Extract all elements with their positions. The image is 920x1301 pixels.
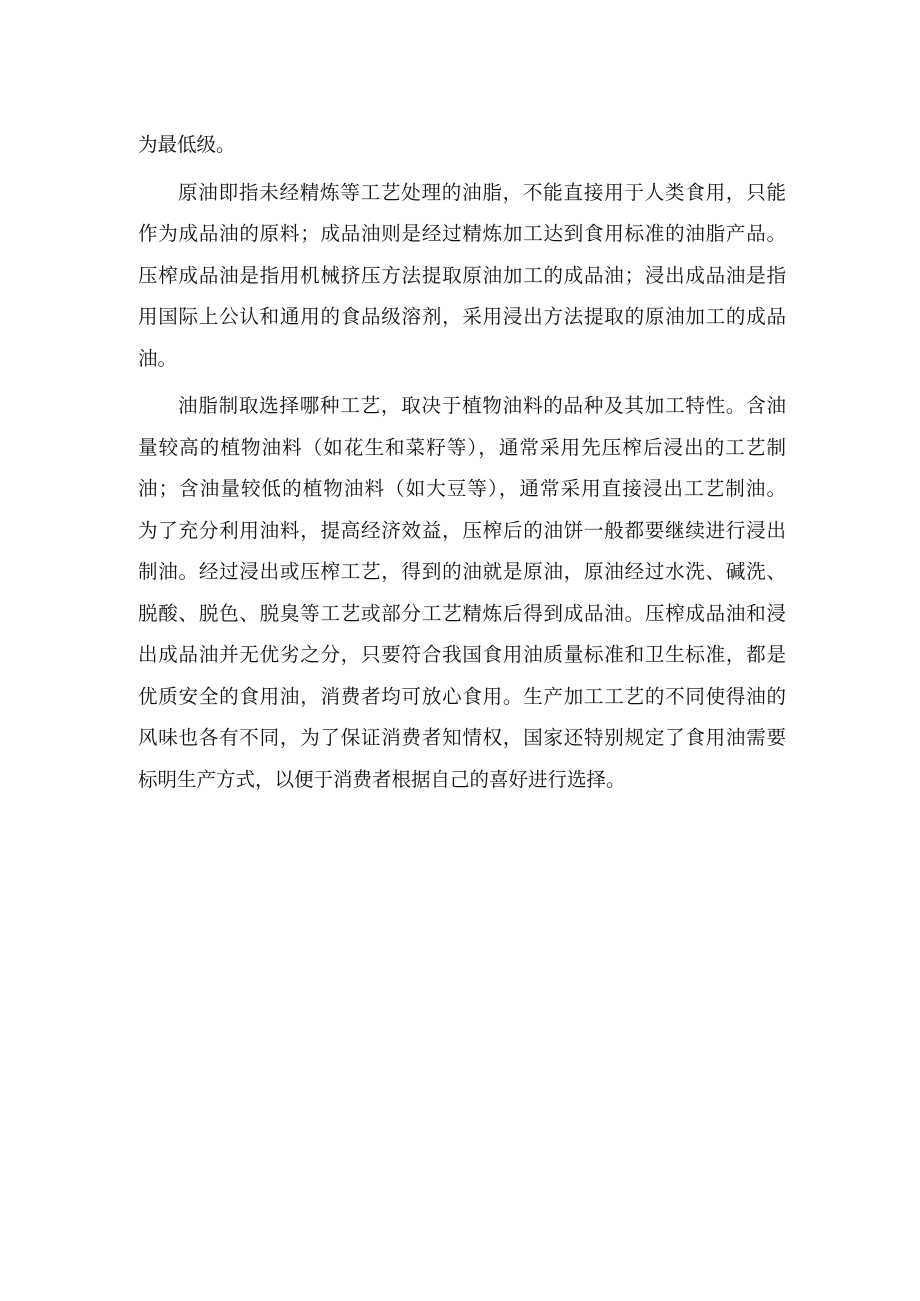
text-line: 油；含油量较低的植物油料（如大豆等），通常采用直接浸出工艺制油。 <box>138 477 786 500</box>
text-line: 为了充分利用油料，提高经济效益，压榨后的油饼一般都要继续进行浸出 <box>138 518 786 542</box>
text-line: 制油。经过浸出或压榨工艺，得到的油就是原油，原油经过水洗、碱洗、 <box>138 560 786 583</box>
text-line: 优质安全的食用油，消费者均可放心食用。生产加工工艺的不同使得油的 <box>138 684 786 708</box>
text-line: 油。 <box>138 346 178 370</box>
text-line: 作为成品油的原料；成品油则是经过精炼加工达到食用标准的油脂产品。 <box>138 222 786 245</box>
paragraph <box>138 124 786 166</box>
text-line: 为最低级。 <box>138 133 236 156</box>
text-line: 出成品油并无优劣之分，只要符合我国食用油质量标准和卫生标准，都是 <box>138 643 786 666</box>
text-line: 油脂制取选择哪种工艺，取决于植物油料的品种及其加工特性。含油 <box>178 394 786 417</box>
paragraph <box>138 385 786 800</box>
text-line: 量较高的植物油料（如花生和菜籽等），通常采用先压榨后浸出的工艺制 <box>138 435 786 459</box>
text-line: 标明生产方式，以便于消费者根据自己的喜好进行选择。 <box>138 767 626 791</box>
text-line: 脱酸、脱色、脱臭等工艺或部分工艺精炼后得到成品油。压榨成品油和浸 <box>138 601 786 625</box>
paragraph <box>138 172 786 380</box>
text-line: 用国际上公认和通用的食品级溶剂，采用浸出方法提取的原油加工的成品 <box>138 305 786 328</box>
text-line: 压榨成品油是指用机械挤压方法提取原油加工的成品油；浸出成品油是指 <box>138 263 786 287</box>
text-line: 风味也各有不同，为了保证消费者知情权，国家还特别规定了食用油需要 <box>138 726 786 749</box>
text-line: 原油即指未经精炼等工艺处理的油脂，不能直接用于人类食用，只能 <box>178 180 786 204</box>
body-text <box>138 124 786 800</box>
